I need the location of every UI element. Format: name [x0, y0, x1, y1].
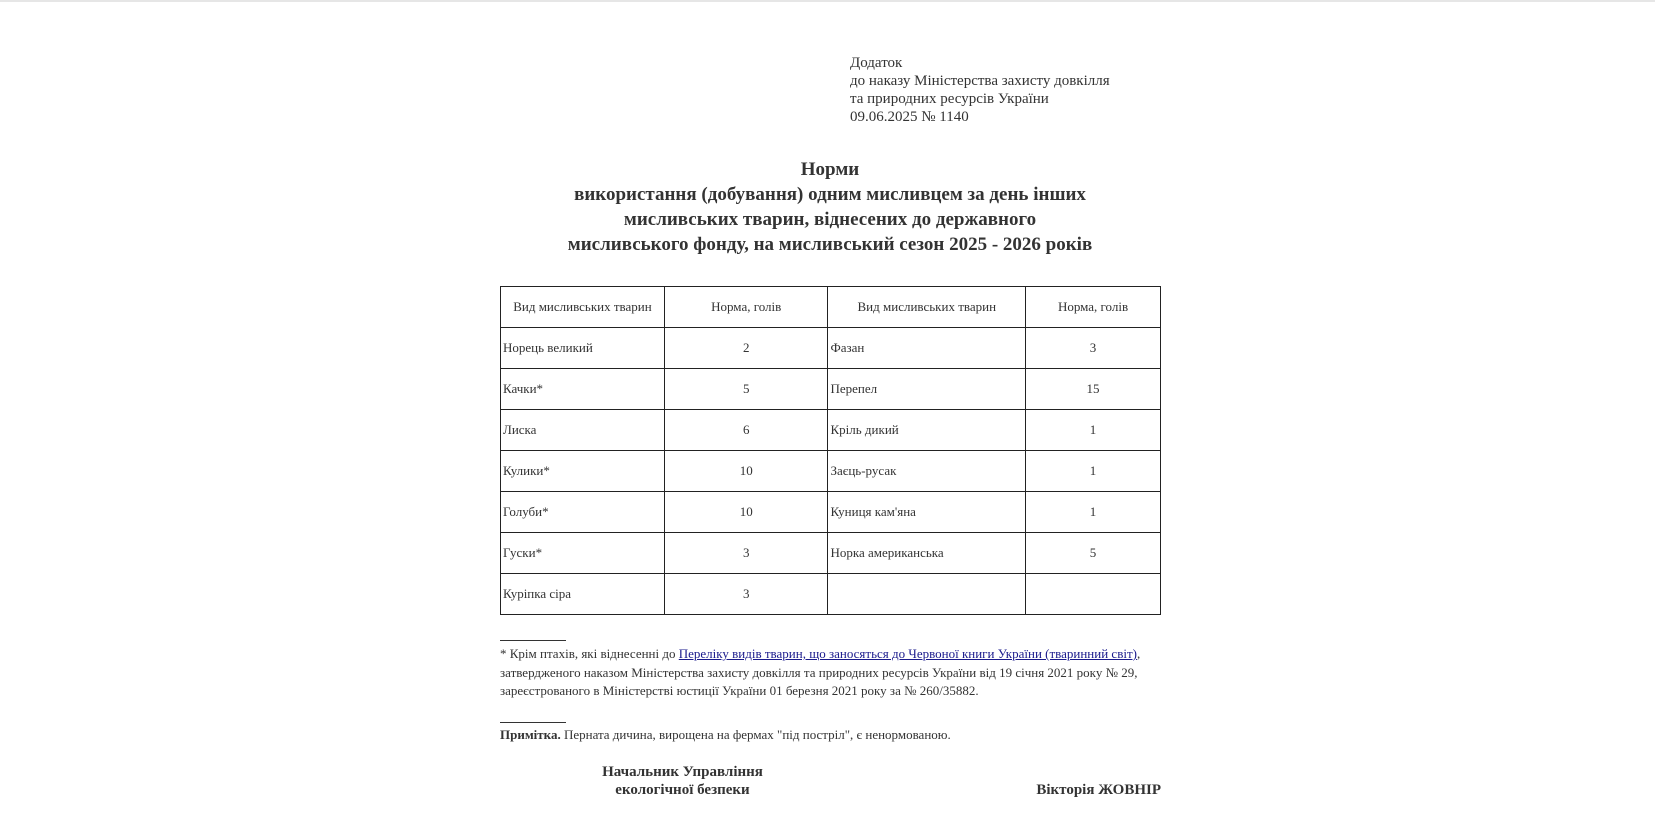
species-cell: Куріпка сіра	[501, 574, 665, 615]
red-book-list-link[interactable]: Переліку видів тварин, що заносяться до Червоної книги України (тваринний світ)	[678, 646, 1137, 661]
appendix-line-4: 09.06.2025 № 1140	[850, 109, 969, 125]
norm-cell: 6	[664, 410, 828, 451]
table-header-row	[501, 287, 1161, 328]
appendix-line-2: до наказу Міністерства захисту довкілля	[850, 73, 1110, 89]
title-line-1: Норми	[800, 159, 860, 180]
appendix-line-1: Додаток	[850, 55, 903, 71]
species-cell	[828, 574, 1026, 615]
norm-cell: 5	[664, 369, 828, 410]
table-row	[501, 533, 1161, 574]
title-line-4: мисливського фонду, на мисливський сезон 2025 - 2026 років	[567, 234, 1093, 255]
footnote-suffix: , затвердженого наказом Міністерства захисту довкілля та природних ресурсів України від 19 січня 2021 року № 29, зареєстрованого в Міністерстві юстиції України 01 березня 2021 року за № 260/35882.	[500, 646, 1141, 698]
note	[500, 726, 951, 744]
norm-cell: 3	[664, 574, 828, 615]
note-label: Примітка.	[500, 727, 561, 742]
species-cell: Перепел	[828, 369, 1026, 410]
note-divider	[500, 722, 566, 723]
table-row	[501, 410, 1161, 451]
norm-cell: 10	[664, 451, 828, 492]
norm-cell: 1	[1026, 451, 1161, 492]
norm-cell: 5	[1026, 533, 1161, 574]
signatory-name: Вікторія ЖОВНІР	[1036, 782, 1161, 798]
footnote-prefix: * Крім птахів, які віднесенні до	[500, 646, 679, 661]
species-cell: Заєць-русак	[828, 451, 1026, 492]
norms-table	[500, 286, 1161, 615]
species-cell: Гуски*	[501, 533, 665, 574]
top-border	[0, 0, 1655, 2]
table-row	[501, 574, 1161, 615]
species-cell: Фазан	[828, 328, 1026, 369]
note-text: Пернатa дичина, вирощена на фермах "під постріл", є ненормованою.	[560, 727, 951, 742]
title-line-3: мисливських тварин, віднесених до державного	[623, 209, 1037, 230]
norm-cell	[1026, 574, 1161, 615]
table-row	[501, 492, 1161, 533]
norm-cell: 2	[664, 328, 828, 369]
species-cell: Куниця кам'яна	[828, 492, 1026, 533]
norm-cell: 3	[1026, 328, 1161, 369]
signatory-position	[585, 763, 780, 799]
species-cell: Голуби*	[501, 492, 665, 533]
species-cell: Кулики*	[501, 451, 665, 492]
header-norm-left: Норма, голів	[664, 287, 828, 328]
header-species-right: Вид мисливських тварин	[828, 287, 1026, 328]
appendix-block	[850, 54, 1110, 126]
norm-cell: 3	[664, 533, 828, 574]
table-row	[501, 369, 1161, 410]
norm-cell: 10	[664, 492, 828, 533]
species-cell: Лиска	[501, 410, 665, 451]
document-title	[500, 157, 1160, 257]
table-row	[501, 328, 1161, 369]
title-line-2: використання (добування) одним мисливцем за день інших	[574, 184, 1086, 205]
norm-cell: 1	[1026, 410, 1161, 451]
table-row	[501, 451, 1161, 492]
species-cell: Норець великий	[501, 328, 665, 369]
position-line-1: Начальник Управління	[602, 764, 763, 780]
norm-cell: 1	[1026, 492, 1161, 533]
position-line-2: екологічної безпеки	[615, 782, 750, 798]
footnote-divider	[500, 640, 566, 641]
header-norm-right: Норма, голів	[1026, 287, 1161, 328]
species-cell: Качки*	[501, 369, 665, 410]
header-species-left: Вид мисливських тварин	[501, 287, 665, 328]
species-cell: Кріль дикий	[828, 410, 1026, 451]
species-cell: Норка американська	[828, 533, 1026, 574]
footnote	[500, 645, 1170, 701]
norm-cell: 15	[1026, 369, 1161, 410]
appendix-line-3: та природних ресурсів України	[850, 91, 1049, 107]
